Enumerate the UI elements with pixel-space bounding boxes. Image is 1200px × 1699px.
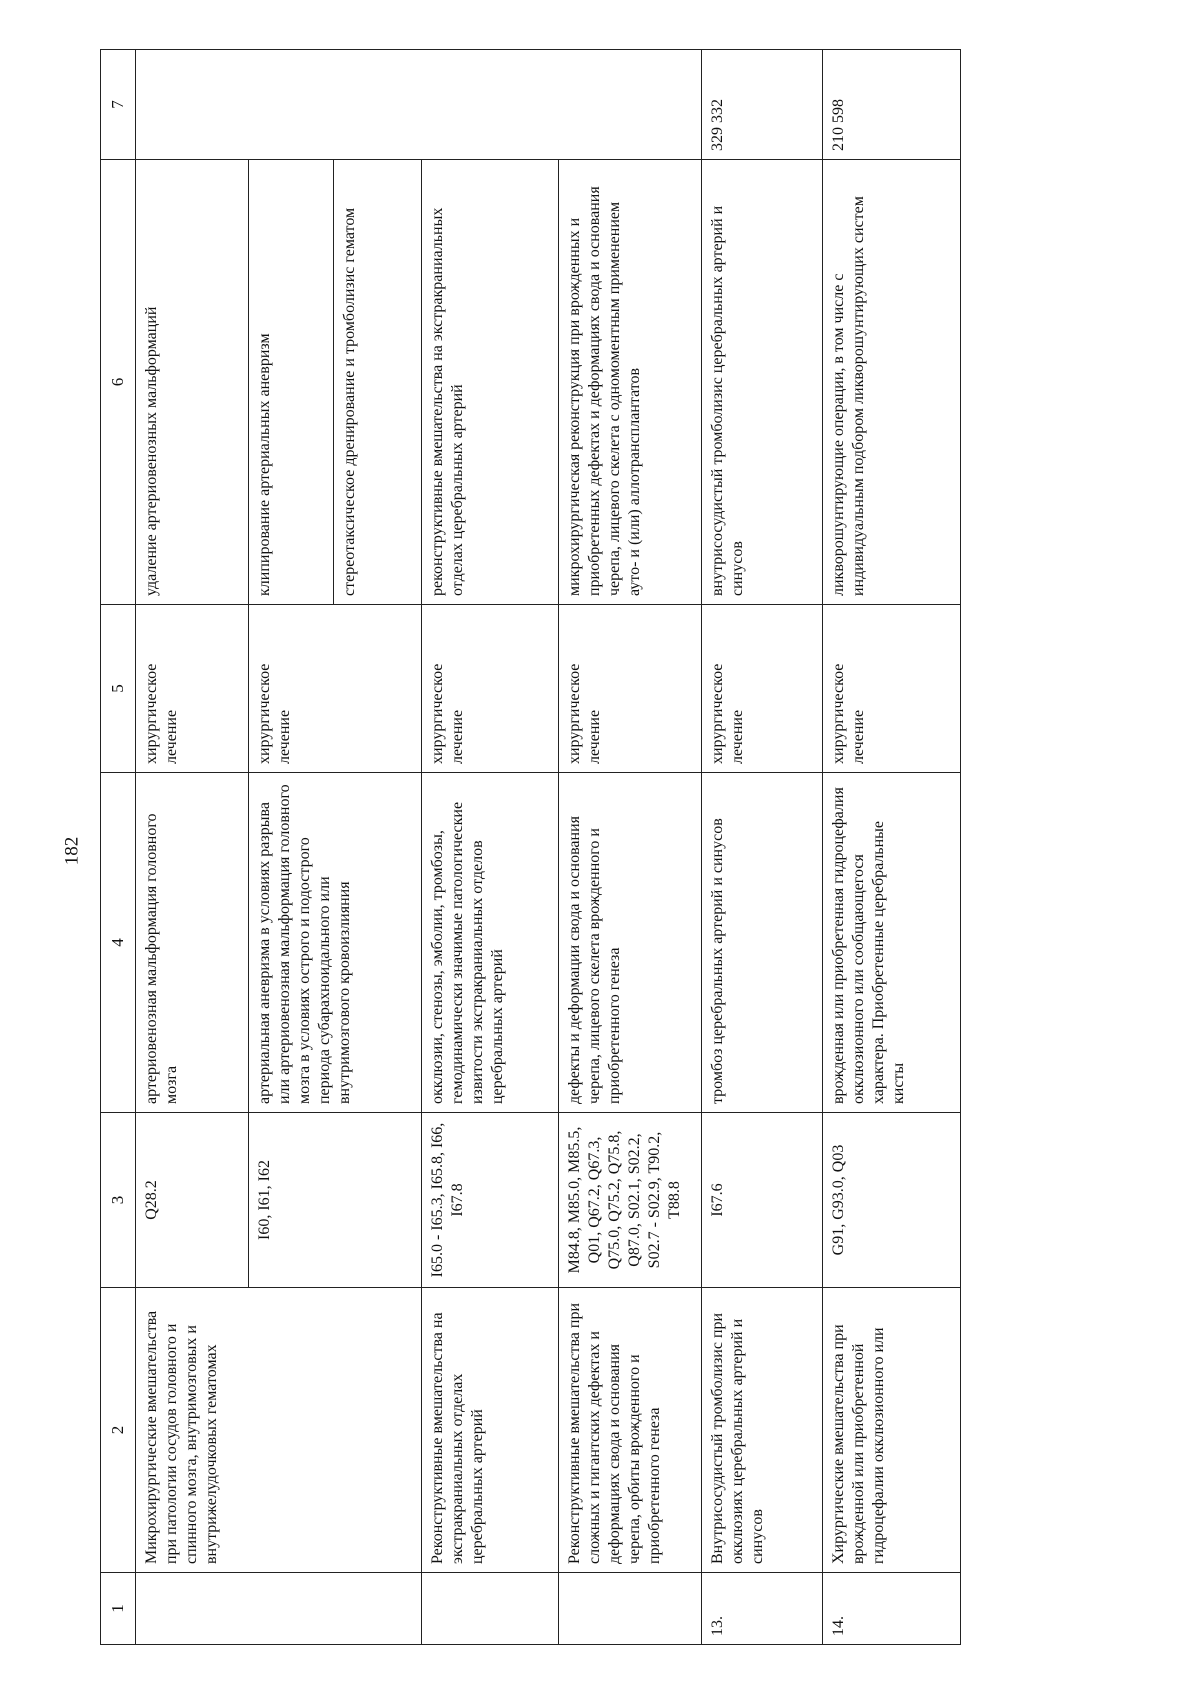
table-row [422, 50, 559, 1645]
row-number-cell: 14. [823, 1573, 961, 1645]
icd-code-cell: I60, I61, I62 [249, 1113, 422, 1288]
row-number-cell [136, 1573, 422, 1645]
diagnosis-cell: артериовенозная мальформация головного мозга [136, 773, 249, 1113]
diagnosis-cell: окклюзии, стенозы, эмболии, тромбозы, гемодинамически значимые патологические извитости экстракраниальных отделов церебральных артерий [422, 773, 559, 1113]
header-cell: 2 [101, 1288, 136, 1573]
method-cell: внутрисосудистый тромболизис церебральных артерий и синусов [702, 160, 823, 605]
method-group-cell: Реконструктивные вмешательства при сложных и гигантских дефектах и деформациях свода и основания черепа, орбиты врожденного и приобретенного генеза [559, 1288, 702, 1573]
treatment-type-cell: хирургическое лечение [136, 605, 249, 773]
method-group-cell: Микрохирургические вмешательства при патологии сосудов головного и спинного мозга, внутримозговых и внутрижелудочковых гематомах [136, 1288, 422, 1573]
row-number-cell [559, 1573, 702, 1645]
treatment-type-cell: хирургическое лечение [702, 605, 823, 773]
method-cell: реконструктивные вмешательства на экстракраниальных отделах церебральных артерий [422, 160, 559, 605]
diagnosis-cell: артериальная аневризма в условиях разрыва или артериовенозная мальформация головного мозга в условиях острого и подострого периода субарахноидального или внутримозгового кровоизлияния [249, 773, 422, 1113]
header-cell: 5 [101, 605, 136, 773]
icd-code-cell: Q28.2 [136, 1113, 249, 1288]
method-cell: клипирование артериальных аневризм [249, 160, 334, 605]
treatment-type-cell: хирургическое лечение [422, 605, 559, 773]
row-number-cell [422, 1573, 559, 1645]
header-cell: 3 [101, 1113, 136, 1288]
method-group-cell: Реконструктивные вмешательства на экстракраниальных отделах церебральных артерий [422, 1288, 559, 1573]
icd-code-cell: I65.0 - I65.3, I65.8, I66, I67.8 [422, 1113, 559, 1288]
diagnosis-cell: врожденная или приобретенная гидроцефалия окклюзионного или сообщающегося характера. Приобретенные церебральные кисты [823, 773, 961, 1113]
diagnosis-cell: дефекты и деформации свода и основания черепа, лицевого скелета врожденного и приобретенного генеза [559, 773, 702, 1113]
table-row [559, 50, 702, 1645]
method-cell: ликворошунтирующие операции, в том числе с индивидуальным подбором ликворошунтирующих систем [823, 160, 961, 605]
services-table [100, 49, 961, 1645]
cost-cell: 329 332 [702, 50, 823, 160]
icd-code-cell: M84.8, M85.0, M85.5, Q01, Q67.2, Q67.3, Q75.0, Q75.2, Q75.8, Q87.0, S02.1, S02.2, S02.7 - S02.9, T90.2, T88.8 [559, 1113, 702, 1288]
method-cell: микрохирургическая реконструкция при врожденных и приобретенных дефектах и деформациях свода и основания черепа, лицевого скелета с одномоментным применением ауто- и (или) аллотрансплантатов [559, 160, 702, 605]
header-cell: 6 [101, 160, 136, 605]
cost-cell: 210 598 [823, 50, 961, 160]
treatment-type-cell: хирургическое лечение [823, 605, 961, 773]
header-row [101, 50, 136, 1645]
header-cell: 1 [101, 1573, 136, 1645]
table-row [136, 50, 249, 1645]
method-cell: стереотаксическое дренирование и тромболизис гематом [334, 160, 422, 605]
cost-cell [136, 50, 702, 160]
treatment-type-cell: хирургическое лечение [249, 605, 422, 773]
row-number-cell: 13. [702, 1573, 823, 1645]
header-cell: 4 [101, 773, 136, 1113]
table-row [823, 50, 961, 1645]
method-group-cell: Внутрисосудистый тромболизис при окклюзиях церебральных артерий и синусов [702, 1288, 823, 1573]
diagnosis-cell: тромбоз церебральных артерий и синусов [702, 773, 823, 1113]
method-group-cell: Хирургические вмешательства при врожденной или приобретенной гидроцефалии окклюзионного или [823, 1288, 961, 1573]
icd-code-cell: G91, G93.0, Q03 [823, 1113, 961, 1288]
method-cell: удаление артериовенозных мальформаций [136, 160, 249, 605]
rotated-document [100, 50, 1110, 1645]
header-cell: 7 [101, 50, 136, 160]
page-number: 182 [61, 836, 83, 866]
icd-code-cell: I67.6 [702, 1113, 823, 1288]
table-row [702, 50, 823, 1645]
treatment-type-cell: хирургическое лечение [559, 605, 702, 773]
